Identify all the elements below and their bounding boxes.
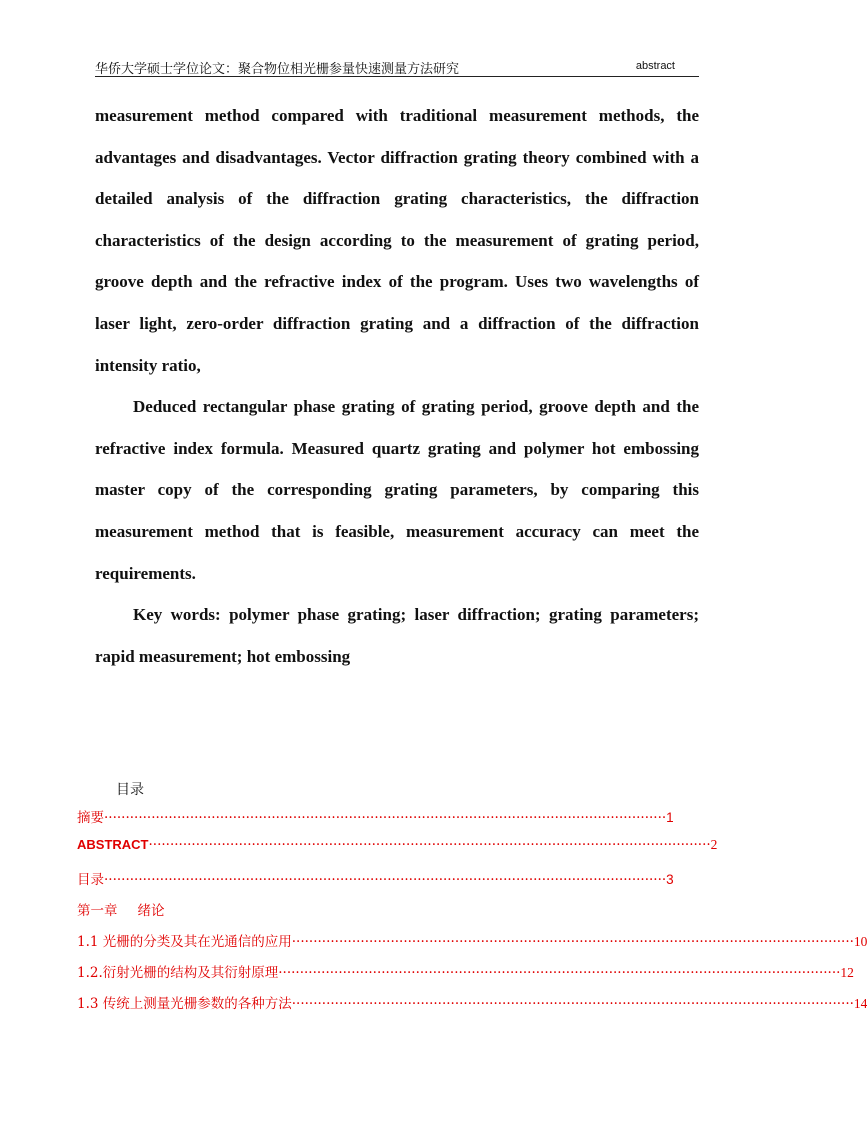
- paragraph: measurement method compared with traditional measurement methods, the advantages and disadvantages. Vector diffraction grating theory combined with a detailed analysis of the diffraction grating characteristics, the diffraction characteristics of the design according to the measurement of grating period, groove depth and the refractive index of the program. Uses two wavelengths of laser light, zero-order diffraction grating and a diffraction of the diffraction intensity ratio,: [95, 106, 699, 375]
- toc-chapter-title: 绪论: [137, 903, 165, 919]
- toc-entry-label: 1.1 光栅的分类及其在光通信的应用: [77, 934, 292, 950]
- toc-entry-label: 目录: [77, 872, 104, 888]
- toc-leader-dots: ···································································································································: [148, 837, 711, 853]
- toc-entry[interactable]: [77, 868, 674, 899]
- paragraph: Deduced rectangular phase grating of grating period, groove depth and the refractive index formula. Measured quartz grating and polymer hot embossing master copy of the corresponding grating parameters, by comparing this measurement method that is feasible, measurement accuracy can meet the requirements.: [95, 397, 699, 583]
- toc-entry-page: 10: [853, 934, 867, 949]
- keywords-paragraph: Key words: polymer phase grating; laser diffraction; grating parameters; rapid measurement; hot embossing: [95, 605, 699, 666]
- section-name: abstract: [635, 60, 675, 72]
- toc-leader-dots: ···································································································································: [291, 934, 854, 950]
- toc-entry-page: 14: [853, 996, 867, 1011]
- toc-entry-page: 12: [840, 965, 854, 980]
- toc-entry[interactable]: [77, 930, 867, 961]
- toc-entry-label: 1.2.衍射光栅的结构及其衍射原理: [77, 965, 279, 981]
- toc-entry-page: 3: [666, 872, 674, 887]
- toc-leader-dots: ···································································································································: [291, 996, 854, 1012]
- toc-leader-dots: ···································································································································: [278, 965, 841, 981]
- table-of-contents: [77, 806, 867, 1023]
- toc-entry-label: ABSTRACT: [77, 837, 149, 852]
- thesis-title: 华侨大学硕士学位论文：聚合物位相光栅参量快速测量方法研究: [95, 62, 460, 77]
- toc-chapter-label: 第一章: [77, 903, 118, 919]
- page-header: [95, 56, 699, 77]
- toc-title: 目录: [116, 782, 144, 798]
- toc-leader-dots: ···································································································································: [104, 810, 667, 826]
- toc-entry[interactable]: [77, 992, 867, 1023]
- toc-leader-dots: ···································································································································: [104, 872, 667, 888]
- toc-entry[interactable]: [77, 837, 718, 868]
- toc-chapter-heading[interactable]: [77, 899, 667, 930]
- toc-entry-page: 2: [710, 837, 718, 852]
- toc-entry-page: 1: [666, 810, 674, 825]
- abstract-body: [95, 95, 699, 677]
- toc-entry-label: 1.3 传统上测量光栅参数的各种方法: [77, 996, 292, 1012]
- toc-entry-label: 摘要: [77, 810, 104, 826]
- toc-entry[interactable]: [77, 806, 674, 837]
- toc-entry[interactable]: [77, 961, 854, 992]
